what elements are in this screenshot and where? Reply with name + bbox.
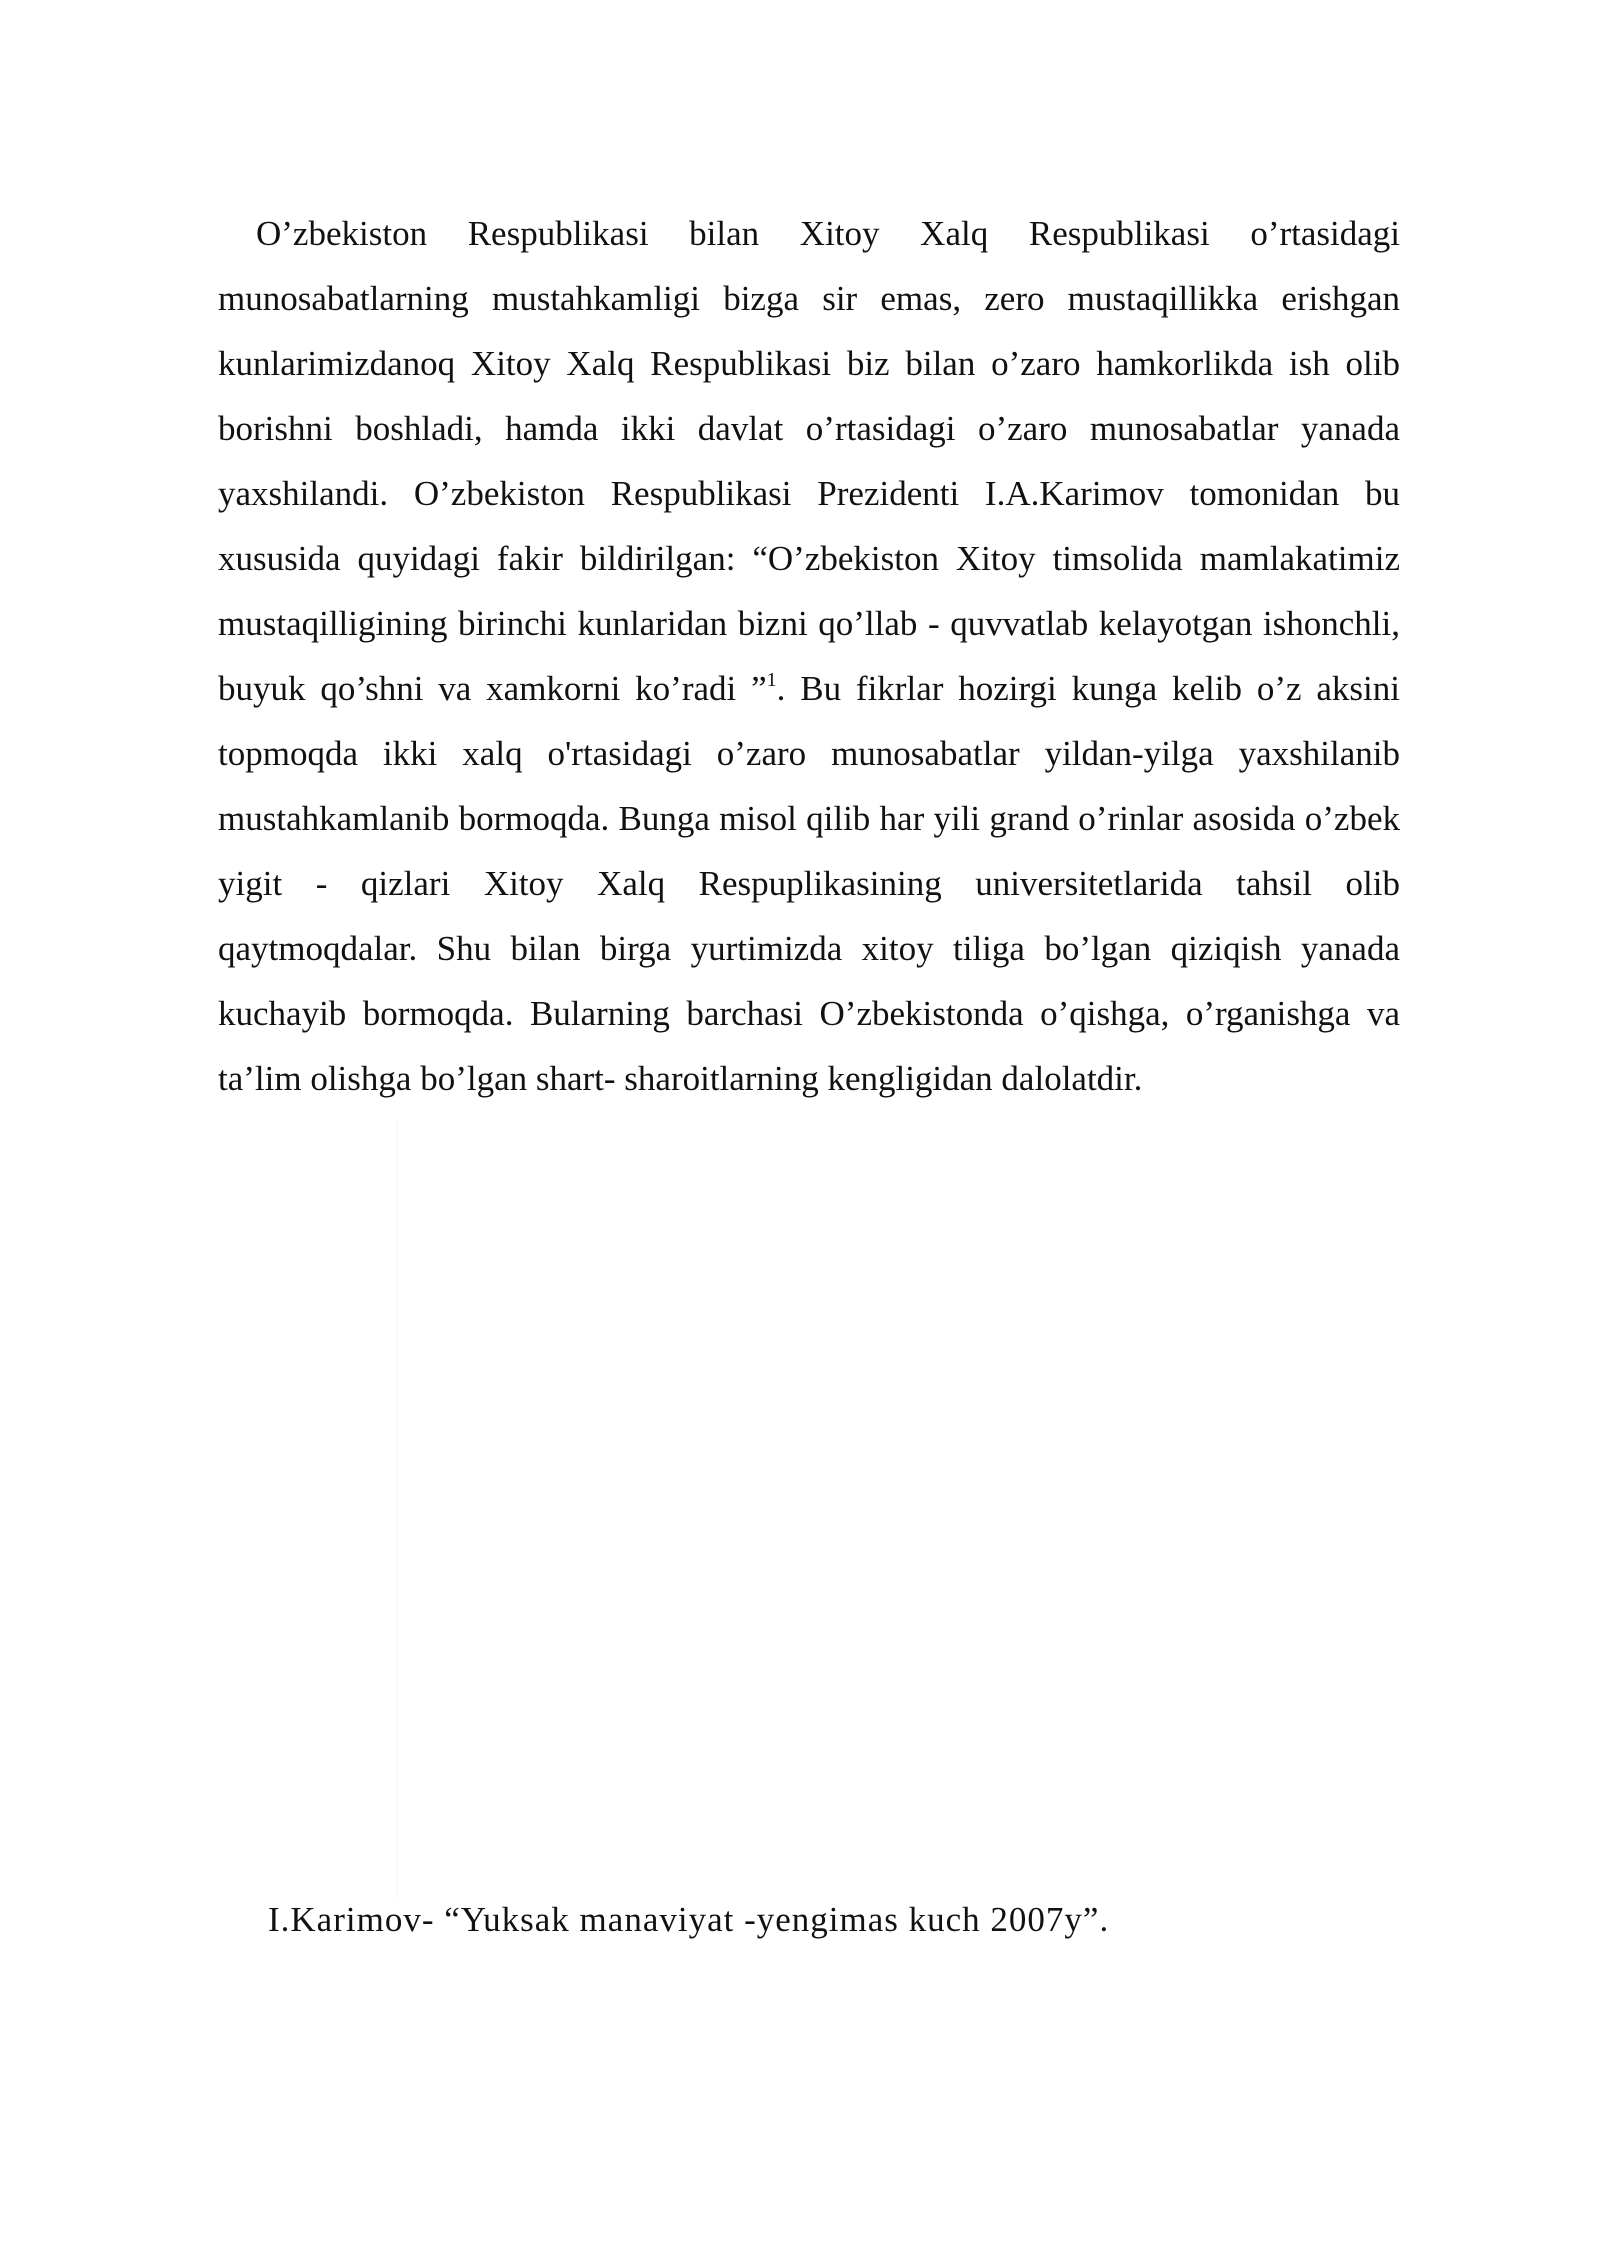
- footnote-reference[interactable]: 1: [766, 669, 777, 691]
- paragraph-text-part1: O’zbekiston Respublikasi bilan Xitoy Xalq Respublikasi o’rtasidagi munosabatlarning mustahkamligi bizga sir emas, zero mustaqillikka erishgan kunlarimizdanoq Xitoy Xalq Respublikasi biz bilan o’zaro hamkorlikda ish olib borishni boshladi, hamda ikki davlat o’rtasidagi o’zaro munosabatlar yanada yaxshilandi. O’zbekiston Respublikasi Prezidenti I.A.Karimov tomonidan bu xususida quyidagi fakir bildirilgan: “O’zbekiston Xitoy timsolida mamlakatimiz mustaqilligining birinchi kunlaridan bizni qo’llab - quvvatlab kelayotgan ishonchli, buyuk qo’shni va xamkorni ko’radi ”: [218, 214, 1400, 708]
- scan-artifact-line: [397, 1120, 398, 1900]
- paragraph-text-part2: . Bu fikrlar hozirgi kunga kelib o’z aksini topmoqda ikki xalq o'rtasidagi o’zaro munosabatlar yildan-yilga yaxshilanib mustahkamlanib bormoqda. Bunga misol qilib har yili grand o’rinlar asosida o’zbek yigit - qizlari Xitoy Xalq Respuplikasining universitetlarida tahsil olib qaytmoqdalar. Shu bilan birga yurtimizda xitoy tiliga bo’lgan qiziqish yanada kuchayib bormoqda. Bularning barchasi O’zbekistonda o’qishga, o’rganishga va ta’lim olishga bo’lgan shart- sharoitlarning kengligidan dalolatdir.: [218, 669, 1400, 1098]
- footnote-text: I.Karimov- “Yuksak manaviyat -yengimas kuch 2007y”.: [268, 1900, 1110, 1939]
- main-paragraph: [218, 201, 1400, 1111]
